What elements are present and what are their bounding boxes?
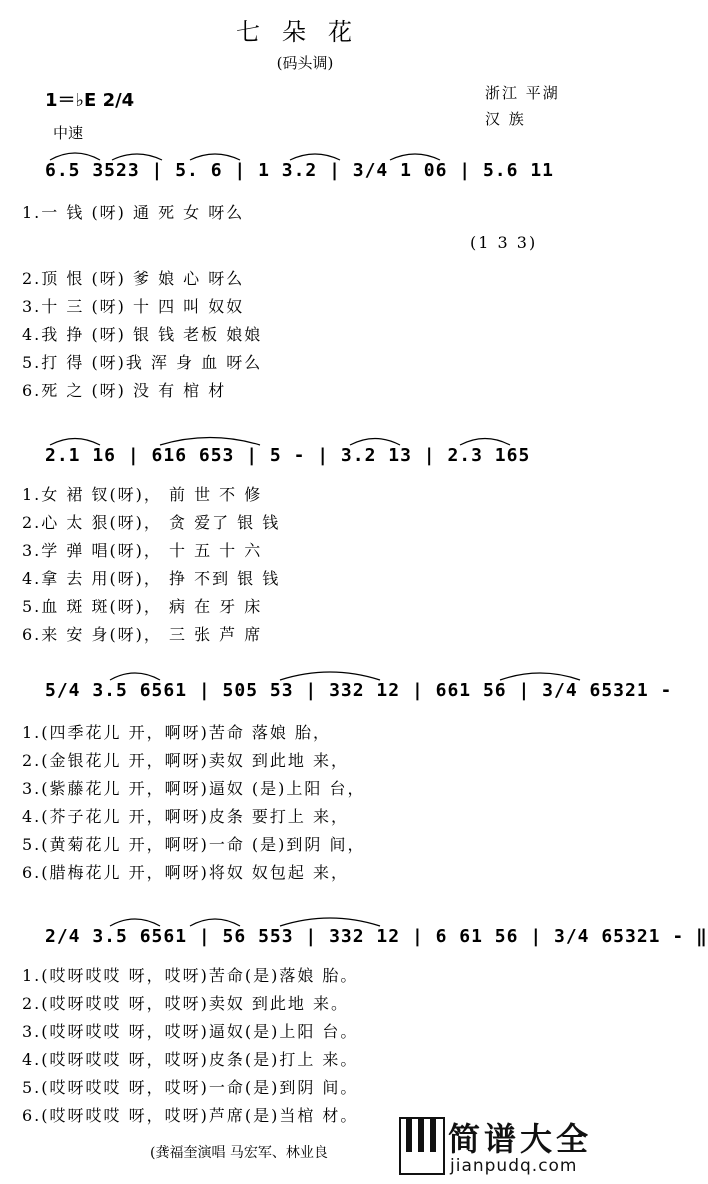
lyric-line: 6.(哎呀哎哎 呀，哎呀)芦席(是)当棺 材。 (22, 1106, 359, 1125)
lyric-line: 3.学 弹 唱(呀)， 十 五 十 六 (22, 541, 263, 560)
staff-line-2: 2.1 16 | 616 653 | 5 - | 3.2 13 | 2.3 165 (45, 445, 531, 466)
lyric-line: 1.女 裙 钗(呀)， 前 世 不 修 (22, 485, 263, 504)
staff-line-1: 6.5 3523 | 5. 6 | 1 3.2 | 3/4 1 06 | 5.6 11 (45, 160, 554, 181)
song-title: 七朵花 (236, 18, 374, 46)
lyric-line: 2.(哎呀哎哎 呀，哎呀)卖奴 到此地 来。 (22, 994, 350, 1013)
lyric-line: 4.拿 去 用(呀)， 挣 不到 银 钱 (22, 569, 281, 588)
lyric-line: 4.(芥子花儿 开，啊呀)皮条 要打上 来， (22, 807, 350, 826)
watermark-url: jianpudq.com (450, 1156, 578, 1176)
lyric-line: 3.十 三 (呀) 十 四 叫 奴奴 (22, 297, 245, 316)
lyric-line: 5.打 得 (呀)我 浑 身 血 呀么 (22, 353, 263, 372)
lyric-line: 6.(腊梅花儿 开，啊呀)将奴 奴包起 来， (22, 863, 350, 882)
lyric-line: 3.(紫藤花儿 开，啊呀)逼奴 (是)上阳 台， (22, 779, 366, 798)
lyric-line: 2.(金银花儿 开，啊呀)卖奴 到此地 来， (22, 751, 350, 770)
lyric-line: 5.血 斑 斑(呀)， 病 在 牙 床 (22, 597, 263, 616)
lyric-line: 1.(四季花儿 开，啊呀)苦命 落娘 胎， (22, 723, 332, 742)
song-subtitle: (码头调) (276, 54, 334, 72)
staff-line-4: 2/4 3.5 6561 | 56 553 | 332 12 | 6 61 56 | 3/4 65321 - ‖ (45, 926, 708, 947)
ethnic-label: 汉 族 (485, 110, 526, 128)
watermark-name: 简谱大全 (448, 1120, 593, 1158)
lyric-line: 6.死 之 (呀) 没 有 棺 材 (22, 381, 227, 400)
lyric-line: 1.(哎呀哎哎 呀，哎呀)苦命(是)落娘 胎。 (22, 966, 359, 985)
staff-line-3: 5/4 3.5 6561 | 505 53 | 332 12 | 661 56 | 3/4 65321 - (45, 680, 673, 701)
performer-credit: (龚福奎演唱 马宏军、林业良 (150, 1145, 328, 1161)
lyric-line: 5.(哎呀哎哎 呀，哎呀)一命(是)到阴 间。 (22, 1078, 359, 1097)
lyric-line: 4.(哎呀哎哎 呀，哎呀)皮条(是)打上 来。 (22, 1050, 359, 1069)
lyric-line: 2.心 太 狠(呀)， 贪 爱了 银 钱 (22, 513, 281, 532)
lyric-line: 3.(哎呀哎哎 呀，哎呀)逼奴(是)上阳 台。 (22, 1022, 359, 1041)
key-signature: 1＝♭E 2/4 (45, 90, 135, 111)
lyric-line: 6.来 安 身(呀)， 三 张 芦 席 (22, 625, 263, 644)
lyric-line: 2.顶 恨 (呀) 爹 娘 心 呀么 (22, 269, 245, 288)
tempo-marking: 中速 (53, 124, 84, 142)
region-label: 浙江 平湖 (485, 84, 560, 102)
lyric-line: 1.一 钱 (呀) 通 死 女 呀么 (22, 203, 245, 222)
lyric-line: 5.(黄菊花儿 开，啊呀)一命 (是)到阴 间， (22, 835, 366, 854)
alt-notes: (1 3 3) (470, 233, 538, 252)
lyric-line: 4.我 挣 (呀) 银 钱 老板 娘娘 (22, 325, 263, 344)
